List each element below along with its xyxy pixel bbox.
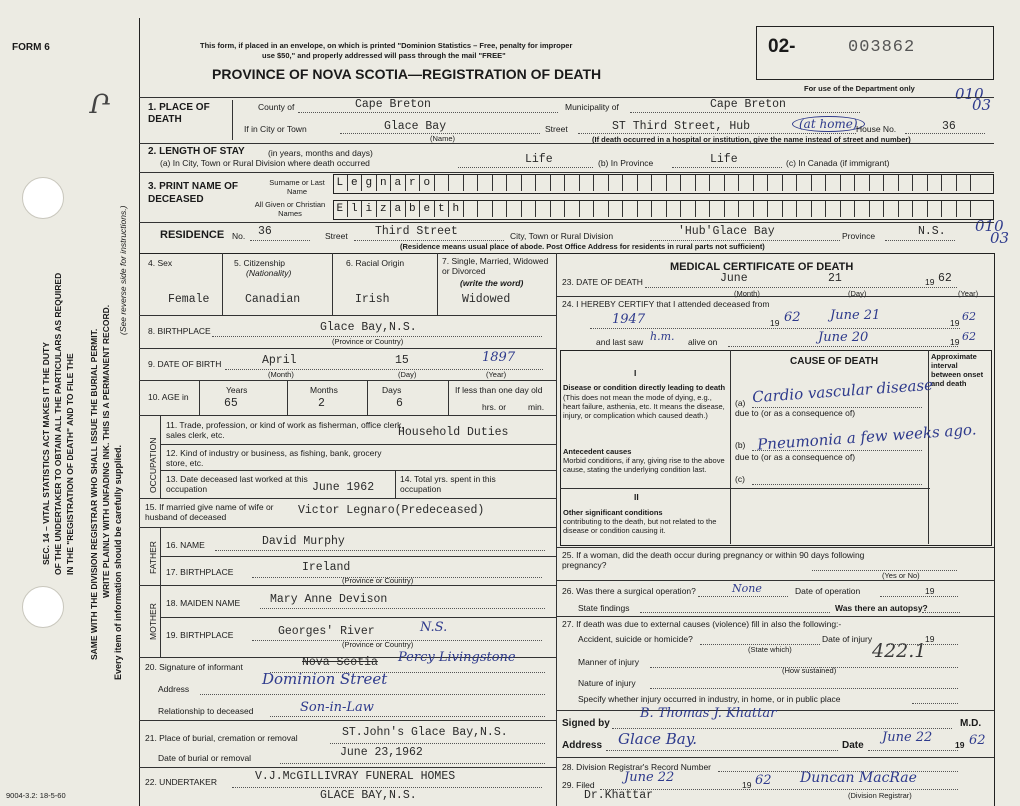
relationship-label: Relationship to deceased: [158, 706, 254, 716]
physician-date-label: Date: [842, 740, 864, 751]
year-prefix: 19: [770, 318, 780, 328]
residence-province-label: Province: [842, 231, 876, 241]
burial-place-label: 21. Place of burial, cremation or removal: [145, 733, 298, 743]
law-line-4: SAME WITH THE DIVISION REGISTRAR WHO SHALL ISSUE THE BURIAL PERMIT.: [89, 328, 99, 660]
classification-code: 422.1: [872, 640, 927, 662]
signed-by-label: Signed by: [562, 718, 610, 729]
surname-cells: [333, 175, 985, 191]
other-conditions-label: Other significant conditions: [563, 508, 663, 517]
registration-number: 003862: [848, 38, 916, 57]
margin-mark: Ր: [90, 90, 111, 120]
given-cell: E: [333, 201, 348, 217]
filed-year: 62: [755, 773, 772, 788]
mother-side-label: MOTHER: [148, 603, 158, 640]
other-conditions-note: contributing to the death, but not related to the disease or condition causing it.: [563, 517, 717, 535]
approx-interval-label: Approximate interval between onset and death: [931, 352, 984, 388]
print-code: 9004-3.2: 18-5-60: [6, 791, 66, 800]
surname-cell: [899, 175, 914, 191]
surname-cell: [594, 175, 609, 191]
op-year-prefix: 19: [925, 586, 935, 596]
hrs-label: hrs. or: [482, 402, 507, 412]
dob-month: April: [262, 354, 297, 367]
specify-label: Specify whether injury occurred in industry, in home, or in public place: [578, 694, 841, 704]
burial-date: June 23,1962: [340, 746, 423, 759]
residence-street-label: Street: [325, 231, 348, 241]
surname-cell: g: [362, 175, 377, 191]
physician-date: June 22: [882, 730, 933, 745]
dept-code: 03: [990, 229, 1010, 247]
informant-address: Dominion Street: [262, 670, 388, 688]
informant-struck: Nova Scotia: [302, 656, 378, 669]
date-of-death-label: 23. DATE OF DEATH: [562, 277, 643, 287]
months-label: Months: [310, 385, 338, 395]
given-cell: [754, 201, 769, 217]
nature-label: Nature of injury: [578, 678, 636, 688]
alive-year: 62: [962, 330, 976, 343]
record-number-label: 28. Division Registrar's Record Number: [562, 762, 712, 772]
informant-signature: Percy Livingstone: [398, 650, 516, 665]
given-cell: i: [362, 201, 377, 217]
mother-birthplace: Georges' River: [278, 625, 375, 638]
dept-code: 010: [955, 85, 984, 103]
year-hint: (Year): [486, 370, 507, 379]
surname-cell: [522, 175, 537, 191]
undertaker-label: 22. UNDERTAKER: [145, 777, 217, 787]
stay-c-label: (c) In Canada (if immigrant): [786, 158, 890, 168]
surname-cell: [928, 175, 943, 191]
given-cell: [652, 201, 667, 217]
marital-sub: (write the word): [460, 278, 524, 288]
dob-day: 15: [395, 354, 409, 367]
surname-cell: [638, 175, 653, 191]
given-cell: [609, 201, 624, 217]
physician-address: Glace Bay.: [618, 730, 697, 748]
residence-number: 36: [258, 225, 272, 238]
given-cell: [507, 201, 522, 217]
burial-place: ST.John's Glace Bay,N.S.: [342, 726, 508, 739]
department-use: For use of the Department only: [804, 84, 915, 93]
given-cell: [551, 201, 566, 217]
state-findings-label: State findings: [578, 603, 630, 613]
given-cell: [681, 201, 696, 217]
how-sustained-hint: (How sustained): [782, 666, 837, 675]
days-label: Days: [382, 385, 402, 395]
surname-cell: [754, 175, 769, 191]
surgery-question: 26. Was there a surgical operation?: [562, 586, 696, 596]
cause-a-label: (a): [735, 398, 746, 408]
surname-cell: [913, 175, 928, 191]
residence-street: Third Street: [375, 225, 458, 238]
surgery-answer: None: [732, 582, 762, 595]
municipality-label: Municipality of: [565, 102, 619, 112]
operation-date-label: Date of operation: [795, 586, 861, 596]
undertaker-city: GLACE BAY,N.S.: [320, 789, 417, 802]
surname-cell: [580, 175, 595, 191]
surname-cell: n: [377, 175, 392, 191]
surname-cell: [783, 175, 798, 191]
father-side-label: FATHER: [148, 541, 158, 574]
maiden-name-label: 18. MAIDEN NAME: [166, 598, 241, 608]
surname-cell: [739, 175, 754, 191]
given-cell: [884, 201, 899, 217]
surname-cell: [652, 175, 667, 191]
surname-cell: o: [420, 175, 435, 191]
surname-cell: [725, 175, 740, 191]
stay-b-label: (b) In Province: [598, 158, 654, 168]
physician-address-label: Address: [562, 740, 603, 751]
year-prefix: 19: [950, 337, 960, 347]
birthplace-value: Glace Bay,N.S.: [320, 321, 417, 334]
given-cell: [464, 201, 479, 217]
dob-label: 9. DATE OF BIRTH: [148, 359, 222, 369]
to-year: 62: [962, 310, 976, 323]
given-cell: [725, 201, 740, 217]
see-reverse-note: (See reverse side for instructions.): [118, 205, 128, 335]
year-prefix: 19: [950, 318, 960, 328]
age-years: 65: [224, 397, 238, 410]
due-to-1: due to (or as a consequence of): [735, 408, 856, 418]
date-of-injury-label: Date of injury: [822, 634, 873, 644]
section-two: II: [634, 492, 639, 502]
last-worked-value: June 1962: [312, 481, 375, 494]
burial-date-label: Date of burial or removal: [158, 753, 252, 763]
stay-a-label: (a) In City, Town or Rural Division where death occurred: [160, 158, 370, 168]
occupation-side-label: OCCUPATION: [148, 437, 158, 493]
external-causes-label: 27. If death was due to external causes (violence) fill in also the following:-: [562, 619, 842, 629]
disease-note: (This does not mean the mode of dying, e.g., heart failure, asthenia, etc. It means the disease, injury, or complication which caused death.): [563, 393, 725, 420]
age-label: 10. AGE in: [148, 392, 189, 402]
street-label: Street: [545, 124, 568, 134]
punch-hole: [22, 586, 64, 628]
surname-cell: [681, 175, 696, 191]
injury-year-prefix: 19: [925, 634, 935, 644]
surname-cell: [826, 175, 841, 191]
given-cell: [899, 201, 914, 217]
surname-cell: [507, 175, 522, 191]
due-to-2: due to (or as a consequence of): [735, 452, 856, 462]
trade-label: 11. Trade, profession, or kind of work as fisherman, office clerk, sales clerk, etc.: [166, 420, 404, 440]
given-cell: [667, 201, 682, 217]
from-year: 62: [784, 310, 801, 325]
cause-b-label: (b): [735, 440, 746, 450]
yes-no-hint: (Yes or No): [882, 571, 920, 580]
sex-value: Female: [168, 293, 210, 306]
total-years-label: 14. Total yrs. spent in this occupation: [400, 474, 496, 494]
law-line-1: SEC. 14 – VITAL STATISTICS ACT MAKES IT THE DUTY: [41, 342, 51, 565]
surname-cell: [855, 175, 870, 191]
father-name-label: 16. NAME: [166, 540, 205, 550]
surname-cell: [841, 175, 856, 191]
surname-cell: [870, 175, 885, 191]
age-days: 6: [396, 397, 403, 410]
surname-cell: L: [333, 175, 348, 191]
given-cell: l: [348, 201, 363, 217]
house-label: House No.: [856, 124, 897, 134]
death-day: 21: [828, 272, 842, 285]
surname-cell: [551, 175, 566, 191]
given-cell: [580, 201, 595, 217]
registration-prefix: 02-: [768, 36, 796, 57]
given-cell: [493, 201, 508, 217]
state-which-hint: (State which): [748, 645, 792, 654]
county-value: Cape Breton: [355, 98, 431, 111]
md-label: M.D.: [960, 718, 982, 729]
house-number: 36: [942, 120, 956, 133]
given-cell: [565, 201, 580, 217]
given-cell: [841, 201, 856, 217]
given-cell: [739, 201, 754, 217]
death-month: June: [720, 272, 748, 285]
given-cell: [594, 201, 609, 217]
attended-from: 1947: [612, 312, 646, 327]
informant-sig-label: 20. Signature of informant: [145, 662, 243, 672]
surname-cell: [435, 175, 450, 191]
spouse-label: 15. If married give name of wife or husband of deceased: [145, 502, 274, 522]
spouse-value: Victor Legnaro(Predeceased): [298, 504, 485, 517]
surname-cell: [464, 175, 479, 191]
given-cell: [812, 201, 827, 217]
length-of-stay-label: 2. LENGTH OF STAY: [148, 146, 245, 157]
death-day-hint: (Day): [848, 289, 867, 298]
given-cell: z: [377, 201, 392, 217]
undertaker-name: V.J.McGILLIVRAY FUNERAL HOMES: [255, 770, 456, 783]
dob-year: 1897: [482, 350, 516, 365]
cause-of-death-title: CAUSE OF DEATH: [790, 356, 879, 367]
antecedent-note: Morbid conditions, if any, giving rise to the above cause, stating the underlying condition last.: [563, 456, 725, 474]
physician-signature: B. Thomas J. Khattar: [640, 706, 777, 721]
hospital-note: (If death occurred in a hospital or institution, give the name instead of street and number): [592, 135, 911, 144]
citizenship-sub: (Nationality): [246, 268, 292, 278]
medical-cert-title: MEDICAL CERTIFICATE OF DEATH: [670, 261, 854, 273]
marital-value: Widowed: [462, 293, 511, 306]
surname-cell: [884, 175, 899, 191]
citizenship-label: 5. Citizenship: [234, 258, 286, 268]
at-home-note: (at home): [792, 116, 865, 132]
given-cell: [826, 201, 841, 217]
section-one: I: [634, 368, 637, 378]
last-saw-label: and last saw: [596, 337, 644, 347]
given-cell: [928, 201, 943, 217]
death-month-hint: (Month): [734, 289, 760, 298]
form-title: PROVINCE OF NOVA SCOTIA—REGISTRATION OF DEATH: [212, 66, 602, 82]
given-cell: [957, 201, 972, 217]
law-line-2: OF THE UNDERTAKER TO OBTAIN ALL THE PARTICULARS AS REQUIRED: [53, 272, 63, 575]
county-label: County of: [258, 102, 295, 112]
death-year: 62: [938, 272, 952, 285]
accident-label: Accident, suicide or homicide?: [578, 634, 693, 644]
dept-code: 010: [975, 217, 1004, 235]
filed-date: June 22: [624, 770, 675, 785]
surname-cell: [797, 175, 812, 191]
given-cells: [333, 201, 985, 217]
doctor-typed: Dr.Khattar: [584, 789, 654, 802]
surname-cell: [942, 175, 957, 191]
residence-province: N.S.: [918, 225, 946, 238]
mail-notice: This form, if placed in an envelope, on which is printed "Dominion Statistics – Free, penalty for improper: [200, 41, 573, 50]
given-cell: [768, 201, 783, 217]
residence-note: (Residence means usual place of abode. Post Office Address for residents in rural parts not sufficient): [400, 242, 765, 251]
every-item-note: Every item of information should be carefully supplied.: [113, 444, 123, 680]
father-birthplace: Ireland: [302, 561, 351, 574]
sign-year-prefix: 19: [955, 740, 965, 750]
dept-code: 03: [972, 96, 992, 114]
informant-address-label: Address: [158, 684, 190, 694]
surname-cell: [957, 175, 972, 191]
surname-cell: [710, 175, 725, 191]
disease-label: Disease or condition directly leading to death: [563, 383, 726, 392]
given-cell: b: [406, 201, 421, 217]
cause-c-label: (c): [735, 474, 745, 484]
last-worked-label: 13. Date deceased last worked at this occupation: [166, 474, 308, 494]
given-cell: h: [449, 201, 464, 217]
registrar-hint: (Division Registrar): [848, 791, 912, 800]
age-months: 2: [318, 397, 325, 410]
mother-birthplace-label: 19. BIRTHPLACE: [166, 630, 234, 640]
residence-no-label: No.: [232, 231, 246, 241]
filed-label: 29. Filed: [562, 780, 595, 790]
name-label: 3. PRINT NAME OF DECEASED: [148, 181, 239, 205]
alive-on-date: June 20: [818, 330, 869, 345]
surname-cell: [449, 175, 464, 191]
death-year-prefix: 19: [925, 277, 935, 287]
surname-cell: a: [391, 175, 406, 191]
surname-cell: [623, 175, 638, 191]
surname-cell: [812, 175, 827, 191]
min-label: min.: [528, 402, 545, 412]
given-cell: a: [391, 201, 406, 217]
mother-bp-hint: (Province or Country): [342, 640, 414, 649]
pregnancy-question: 25. If a woman, did the death occur during pregnancy or within 90 days following pregnancy?: [562, 550, 865, 570]
given-cell: [710, 201, 725, 217]
autopsy-label: Was there an autopsy?: [835, 603, 928, 613]
form-number: FORM 6: [12, 42, 50, 53]
municipality-value: Cape Breton: [710, 98, 786, 111]
stay-city: Life: [525, 153, 553, 166]
surname-cell: [493, 175, 508, 191]
marital-label: 7. Single, Married, Widowed or Divorced: [442, 256, 549, 276]
given-cell: [783, 201, 798, 217]
day-hint: (Day): [398, 370, 417, 379]
law-line-5: WRITE PLAINLY WITH UNFADING INK. THIS IS A PERMANENT RECORD.: [101, 304, 111, 598]
birthplace-label: 8. BIRTHPLACE: [148, 326, 211, 336]
place-of-death-label: 1. PLACE OF DEATH: [148, 102, 210, 125]
city-label: If in City or Town: [244, 124, 307, 134]
surname-label: Surname or Last Name: [269, 178, 325, 196]
surname-cell: [696, 175, 711, 191]
surname-cell: r: [406, 175, 421, 191]
given-cell: [942, 201, 957, 217]
given-cell: [913, 201, 928, 217]
given-cell: [522, 201, 537, 217]
mother-birthplace-hand: N.S.: [420, 620, 448, 635]
certify-label: 24. I HEREBY CERTIFY that I attended deceased from: [562, 299, 770, 309]
mother-maiden-name: Mary Anne Devison: [270, 593, 388, 606]
death-year-hint: (Year): [958, 289, 979, 298]
racial-origin-label: 6. Racial Origin: [346, 258, 405, 268]
racial-origin-value: Irish: [355, 293, 390, 306]
name-hint: (Name): [430, 134, 456, 143]
stay-province: Life: [710, 153, 738, 166]
surname-cell: [565, 175, 580, 191]
surname-cell: e: [348, 175, 363, 191]
surname-cell: [667, 175, 682, 191]
given-cell: [623, 201, 638, 217]
residence-city: 'Hub'Glace Bay: [678, 225, 775, 238]
month-hint: (Month): [268, 370, 294, 379]
industry-label: 12. Kind of industry or business, as fishing, bank, grocery store, etc.: [166, 448, 382, 468]
years-label: Years: [226, 385, 248, 395]
attended-to: June 21: [830, 308, 881, 323]
given-cell: [797, 201, 812, 217]
street-value: ST Third Street, Hub: [612, 120, 751, 133]
given-cell: [478, 201, 493, 217]
last-saw-hand: h.m.: [650, 330, 675, 343]
cause-a: Cardio vascular disease: [751, 375, 934, 407]
given-cell: e: [420, 201, 435, 217]
city-value: Glace Bay: [384, 120, 447, 133]
given-cell: [971, 201, 985, 217]
surname-cell: [971, 175, 985, 191]
given-cell: [870, 201, 885, 217]
trade-value: Household Duties: [398, 426, 509, 439]
filed-year-prefix: 19: [742, 780, 752, 790]
father-birthplace-label: 17. BIRTHPLACE: [166, 567, 234, 577]
sex-label: 4. Sex: [148, 258, 173, 268]
surname-cell: [536, 175, 551, 191]
manner-label: Manner of injury: [578, 657, 639, 667]
father-name: David Murphy: [262, 535, 345, 548]
residence-city-label: City, Town or Rural Division: [510, 231, 614, 241]
mail-notice-2: use $50," and properly addressed will pass through the mail "FREE": [262, 51, 506, 60]
surname-cell: [768, 175, 783, 191]
given-cell: [638, 201, 653, 217]
alive-on-label: alive on: [688, 337, 718, 347]
cause-b: Pneumonia a few weeks ago.: [756, 420, 978, 454]
relationship-value: Son-in-Law: [300, 700, 374, 715]
physician-year: 62: [969, 733, 986, 748]
punch-hole: [22, 177, 64, 219]
given-cell: [855, 201, 870, 217]
law-line-3: IN THE "REGISTRATION OF DEATH" AND TO FILE THE: [65, 353, 75, 575]
birthplace-hint: (Province or Country): [332, 337, 404, 346]
given-cell: t: [435, 201, 450, 217]
father-bp-hint: (Province or Country): [342, 576, 414, 585]
given-label: All Given or Christian Names: [254, 200, 326, 218]
surname-cell: [609, 175, 624, 191]
citizenship-value: Canadian: [245, 293, 301, 306]
given-cell: [536, 201, 551, 217]
less-than-day: If less than one day old: [455, 385, 543, 395]
given-cell: [696, 201, 711, 217]
stay-sub: (in years, months and days): [268, 148, 373, 158]
surname-cell: [478, 175, 493, 191]
antecedent-label: Antecedent causes: [563, 447, 632, 456]
registrar-signature: Duncan MacRae: [800, 770, 917, 786]
residence-label: RESIDENCE: [160, 229, 225, 241]
